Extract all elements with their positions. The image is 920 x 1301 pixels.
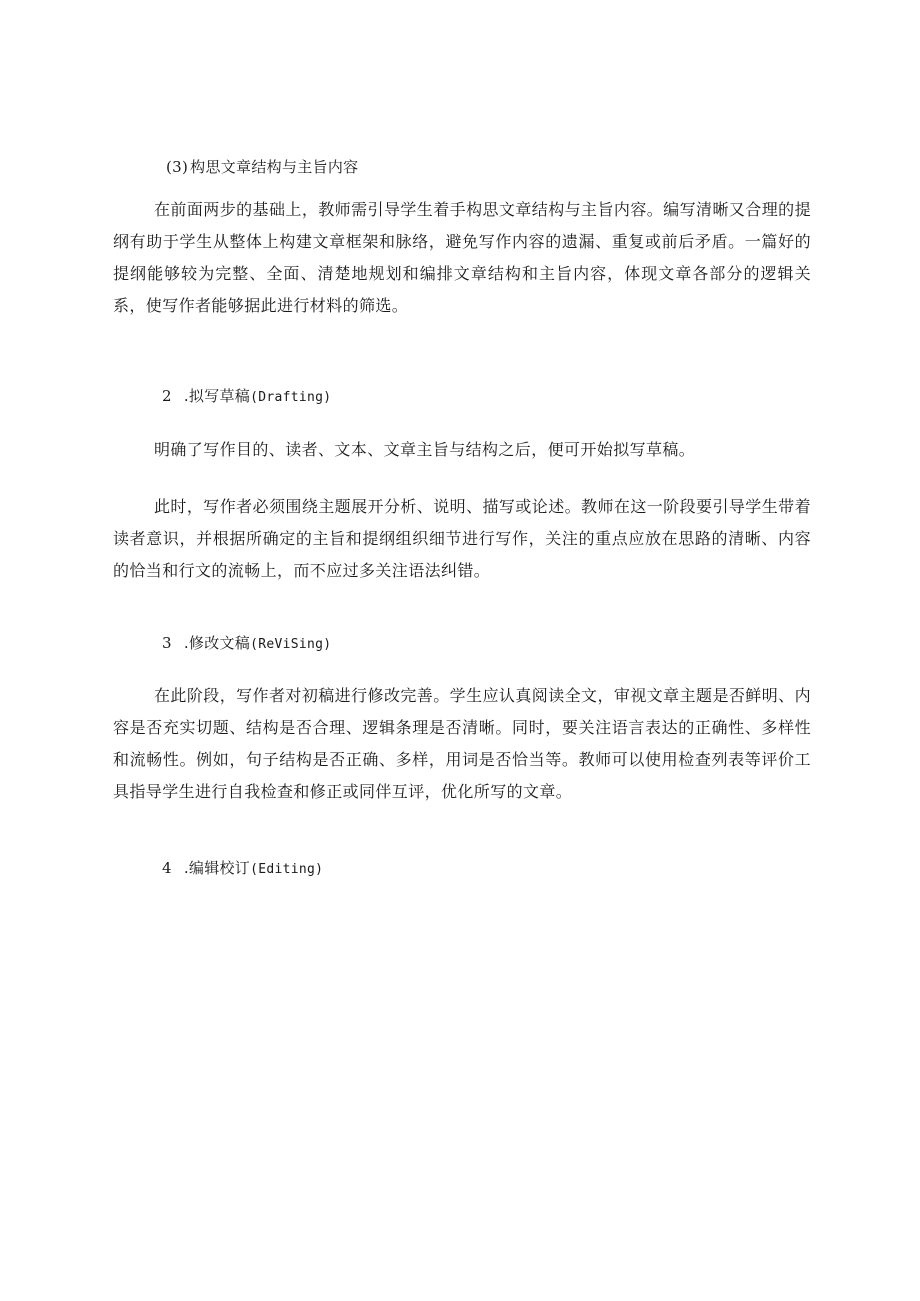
paragraph-outline: 在前面两步的基础上，教师需引导学生着手构思文章结构与主旨内容。编写清晰又合理的提纲有助于学生从整体上构建文章框架和脉络，避免写作内容的遗漏、重复或前后矛盾。一篇好的提纲能够较为完整、全面、清楚地规划和编排文章结构和主旨内容，体现文章各部分的逻辑关系，使写作者能够据此进行材料的筛选。	[113, 200, 811, 315]
section-heading-drafting	[162, 386, 331, 408]
paragraph-drafting-detail: 此时，写作者必须围绕主题展开分析、说明、描写或论述。教师在这一阶段要引导学生带着读者意识，并根据所确定的主旨和提纲组织细节进行写作，关注的重点应放在思路的清晰、内容的恰当和行文的流畅上，而不应过多关注语法纠错。	[113, 497, 811, 580]
heading-title: .编辑校订	[183, 859, 251, 877]
paragraph-drafting-intro: 明确了写作目的、读者、文本、文章主旨与结构之后，便可开始拟写草稿。	[154, 440, 696, 459]
section-heading-3-structure	[166, 157, 358, 179]
heading-number: 2	[162, 387, 172, 405]
paragraph-revising: 在此阶段，写作者对初稿进行修改完善。学生应认真阅读全文，审视文章主题是否鲜明、内容是否充实切题、结构是否合理、逻辑条理是否清晰。同时，要关注语言表达的正确性、多样性和流畅性。例如，句子结构是否正确、多样，用词是否恰当等。教师可以使用检查列表等评价工具指导学生进行自我检查和修正或同伴互评，优化所写的文章。	[113, 686, 811, 801]
heading-number: (3)	[166, 158, 189, 176]
section-heading-revising	[162, 633, 331, 655]
heading-title: .拟写草稿	[183, 387, 251, 405]
section-heading-editing	[162, 858, 323, 880]
heading-number: 3	[162, 634, 172, 652]
heading-latin: (Drafting)	[250, 390, 332, 405]
heading-title: .修改文稿	[183, 634, 251, 652]
heading-latin: (ReViSing)	[250, 637, 332, 652]
heading-latin: (Editing)	[250, 862, 324, 877]
heading-number: 4	[162, 859, 172, 877]
heading-title: 构思文章结构与主旨内容	[190, 158, 359, 176]
